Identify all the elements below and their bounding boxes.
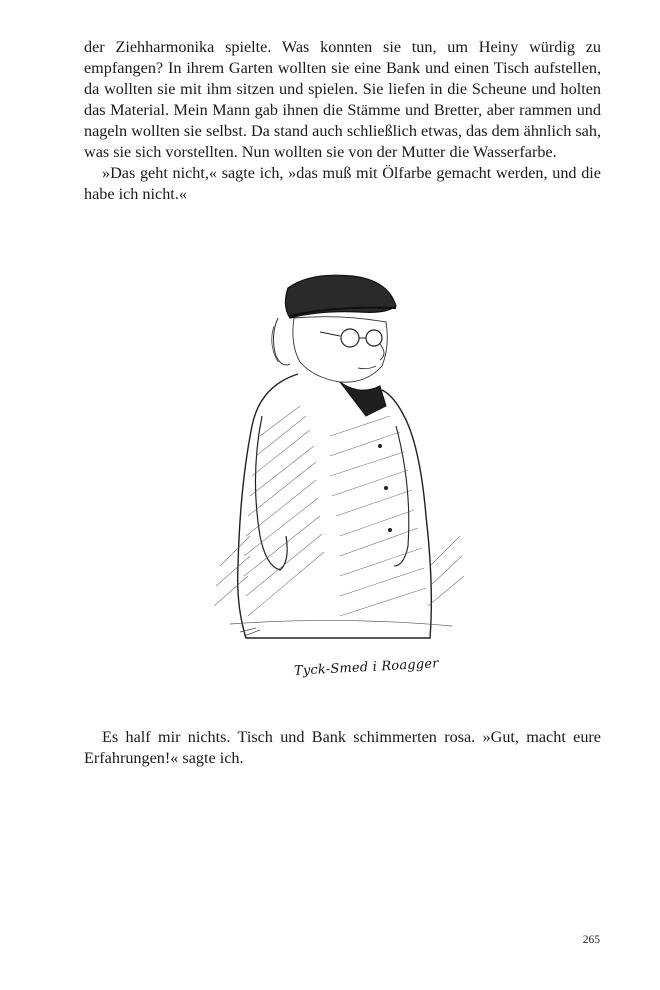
paragraph: Es half mir nichts. Tisch und Bank schimmerten rosa. »Gut, macht eure Erfahrungen!« sagte ich. bbox=[84, 728, 601, 767]
artist-signature: Tyck-Smed i Roagger bbox=[293, 656, 440, 679]
page-number: 265 bbox=[582, 934, 600, 946]
illustration bbox=[190, 266, 490, 706]
text-block-top bbox=[84, 37, 601, 205]
text-block-bottom bbox=[84, 727, 601, 769]
paragraph: der Ziehharmonika spielte. Was konnten sie tun, um Heiny würdig zu empfangen? In ihrem Garten wollten sie eine Bank und einen Tisch aufstellen, da wollten sie mit ihm sitzen und spielen. Sie liefen in die Scheune und holten das Material. Mein Mann gab ihnen die Stämme und Bretter, aber rammen und nageln wollten sie selbst. Da stand auch schließlich etwas, das dem ähnlich sah, was sie sich vorstellten. Nun wollten sie von der Mutter die Wasserfarbe. bbox=[84, 38, 601, 161]
sketch-portrait bbox=[190, 266, 490, 706]
paragraph-dialogue: »Das geht nicht,« sagte ich, »das muß mit Ölfarbe gemacht werden, und die habe ich nicht.« bbox=[84, 164, 601, 203]
